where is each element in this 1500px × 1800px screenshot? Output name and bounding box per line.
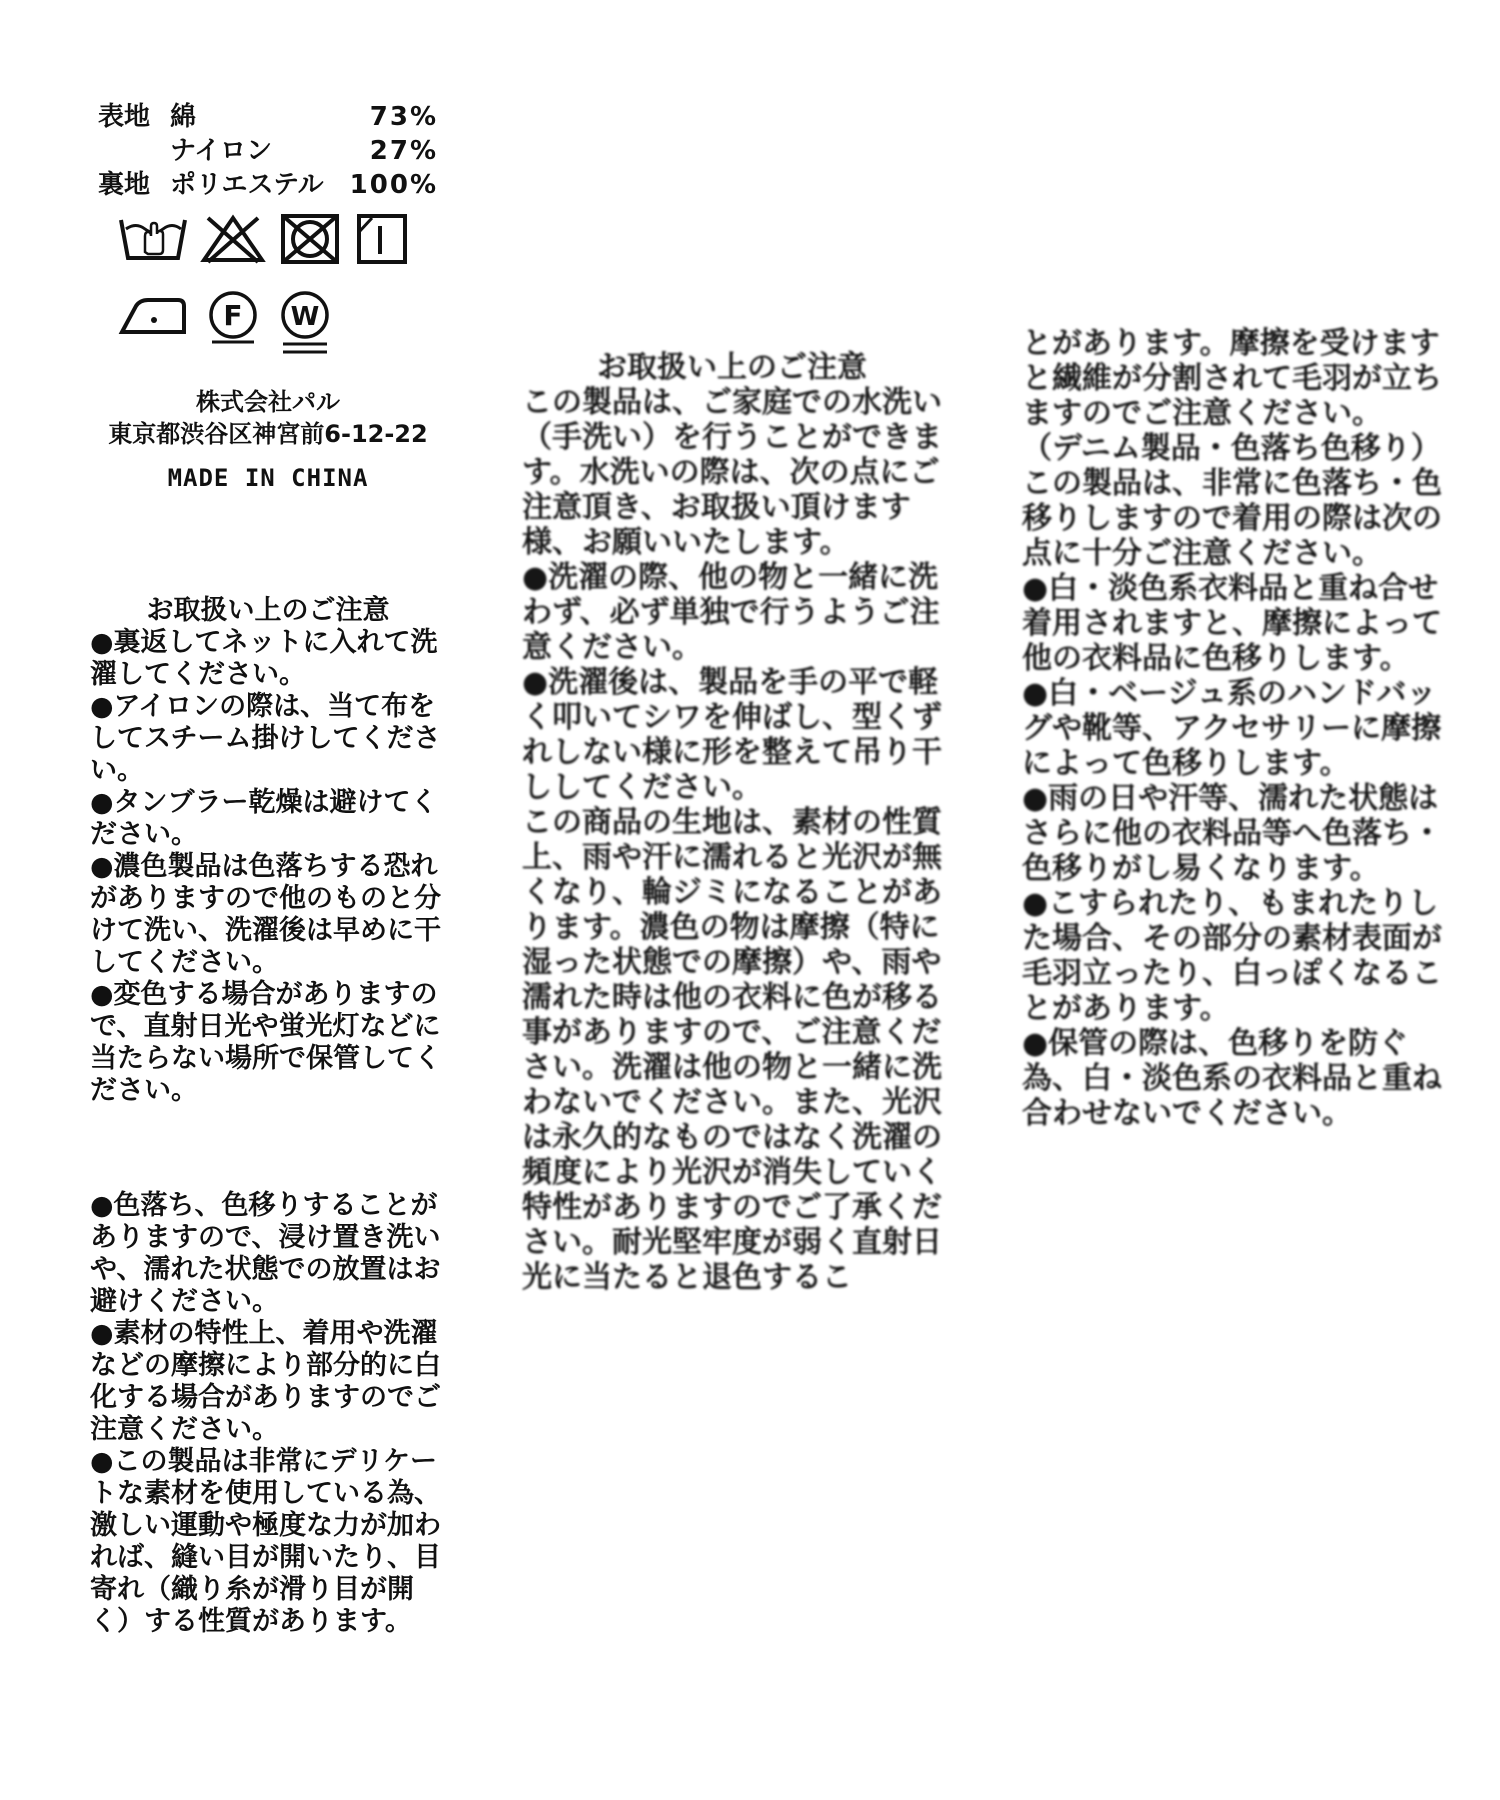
composition-part: 裏地 — [98, 170, 151, 200]
note-item: ●保管の際は、色移りを防ぐ為、白・淡色系の衣料品と重ね合わせないでください。 — [1022, 1026, 1442, 1131]
no-tumble-dry-icon — [278, 212, 342, 266]
composition-percent: 100% — [349, 170, 438, 200]
note-item: とがあります。摩擦を受けますと繊維が分割されて毛羽が立ちますのでご注意ください。 — [1022, 326, 1442, 431]
iron-low-icon — [118, 288, 190, 358]
company-address: 東京都渋谷区神宮前6-12-22 — [108, 420, 428, 448]
company-info — [98, 386, 438, 494]
note-item: （デニム製品・色落ち色移り） — [1022, 431, 1441, 466]
care-notes-left — [90, 595, 446, 1107]
composition-part — [98, 134, 170, 168]
notes-title: お取扱い上のご注意 — [597, 350, 867, 385]
note-item: ●変色する場合がありますので、直射日光や蛍光灯などに当たらない場所で保管してください。 — [90, 979, 441, 1106]
no-bleach-icon — [200, 212, 266, 266]
note-item: ●色落ち、色移りすることがありますので、浸け置き洗いや、濡れた状態での放置はお避けください。 — [90, 1190, 441, 1317]
note-item: ●白・ベージュ系のハンドバッグや靴等、アクセサリーに摩擦によって色移りします。 — [1022, 676, 1442, 781]
composition-part: 表地 — [98, 102, 151, 132]
note-item: ●こすられたり、もまれたりした場合、その部分の素材表面が毛羽立ったり、白っぽくなることがあります。 — [1022, 886, 1442, 1026]
hand-wash-icon — [118, 212, 188, 266]
composition-row — [98, 134, 438, 168]
note-item: ●タンブラー乾燥は避けてください。 — [90, 787, 438, 850]
country-of-origin: MADE IN CHINA — [167, 464, 369, 492]
note-item: ●この製品は非常にデリケートな素材を使用している為、激しい運動や極度な力が加われば、縫い目が開いたり、目寄れ（織り糸が滑り目が開く）する性質があります。 — [90, 1446, 441, 1637]
dry-clean-f-icon — [204, 288, 262, 358]
wet-clean-letter: W — [290, 302, 320, 332]
composition-percent: 73% — [369, 102, 438, 132]
care-notes-middle — [522, 350, 942, 1295]
composition-material: ナイロン — [170, 136, 273, 166]
composition-percent: 27% — [369, 136, 438, 166]
wet-clean-mild-icon — [276, 288, 334, 358]
note-item: この商品の生地は、素材の性質上、雨や汗に濡れると光沢が無くなり、輪ジミになることがあります。濃色の物は摩擦（特に湿った状態での摩擦）や、雨や濡れた時は他の衣料に色が移る事がありますので、ご注意ください。洗濯は他の物と一緒に洗わないでください。また、光沢は永久的なものではなく洗濯の頻度により光沢が消失していく特性がありますのでご了承ください。耐光堅牢度が弱く直射日光に当たると退色するこ — [522, 805, 942, 1295]
care-notes-right — [1022, 326, 1446, 1131]
fiber-composition — [98, 100, 438, 202]
composition-material: ポリエステル — [170, 170, 324, 200]
note-item: この製品は、非常に色落ち・色移りしますので着用の際は次の点に十分ご注意ください。 — [1022, 466, 1442, 571]
line-dry-shade-icon — [354, 212, 410, 266]
company-name: 株式会社パル — [196, 388, 340, 416]
note-item: ●裏返してネットに入れて洗濯してください。 — [90, 627, 438, 690]
note-item: ●洗濯後は、製品を手の平で軽く叩いてシワを伸ばし、型くずれしない様に形を整えて吊り干ししてください。 — [522, 665, 942, 805]
care-notes-left-2 — [90, 1190, 446, 1638]
composition-row — [98, 100, 438, 134]
composition-row — [98, 168, 438, 202]
care-symbols-row-2 — [118, 288, 334, 358]
note-item: ●素材の特性上、着用や洗濯などの摩擦により部分的に白化する場合がありますのでご注意ください。 — [90, 1318, 441, 1445]
note-item: ●白・淡色系衣料品と重ね合せ着用されますと、摩擦によって他の衣料品に色移りします。 — [1022, 571, 1442, 676]
dry-clean-letter: F — [223, 299, 243, 332]
care-symbols-row-1 — [118, 212, 410, 266]
note-item: ●濃色製品は色落ちする恐れがありますので他のものと分けて洗い、洗濯後は早めに干してください。 — [90, 851, 441, 978]
note-item: ●アイロンの際は、当て布をしてスチーム掛けしてください。 — [90, 691, 441, 786]
composition-material: 綿 — [170, 102, 197, 132]
note-item: ●雨の日や汗等、濡れた状態はさらに他の衣料品等へ色落ち・色移りがし易くなります。 — [1022, 781, 1442, 886]
notes-title: お取扱い上のご注意 — [146, 595, 390, 626]
note-item: ●洗濯の際、他の物と一緒に洗わず、必ず単独で行うようご注意ください。 — [522, 560, 940, 665]
note-item: この製品は、ご家庭での水洗い（手洗い）を行うことができます。水洗いの際は、次の点にご注意頂き、お取扱い頂けます様、お願いいたします。 — [522, 385, 942, 560]
